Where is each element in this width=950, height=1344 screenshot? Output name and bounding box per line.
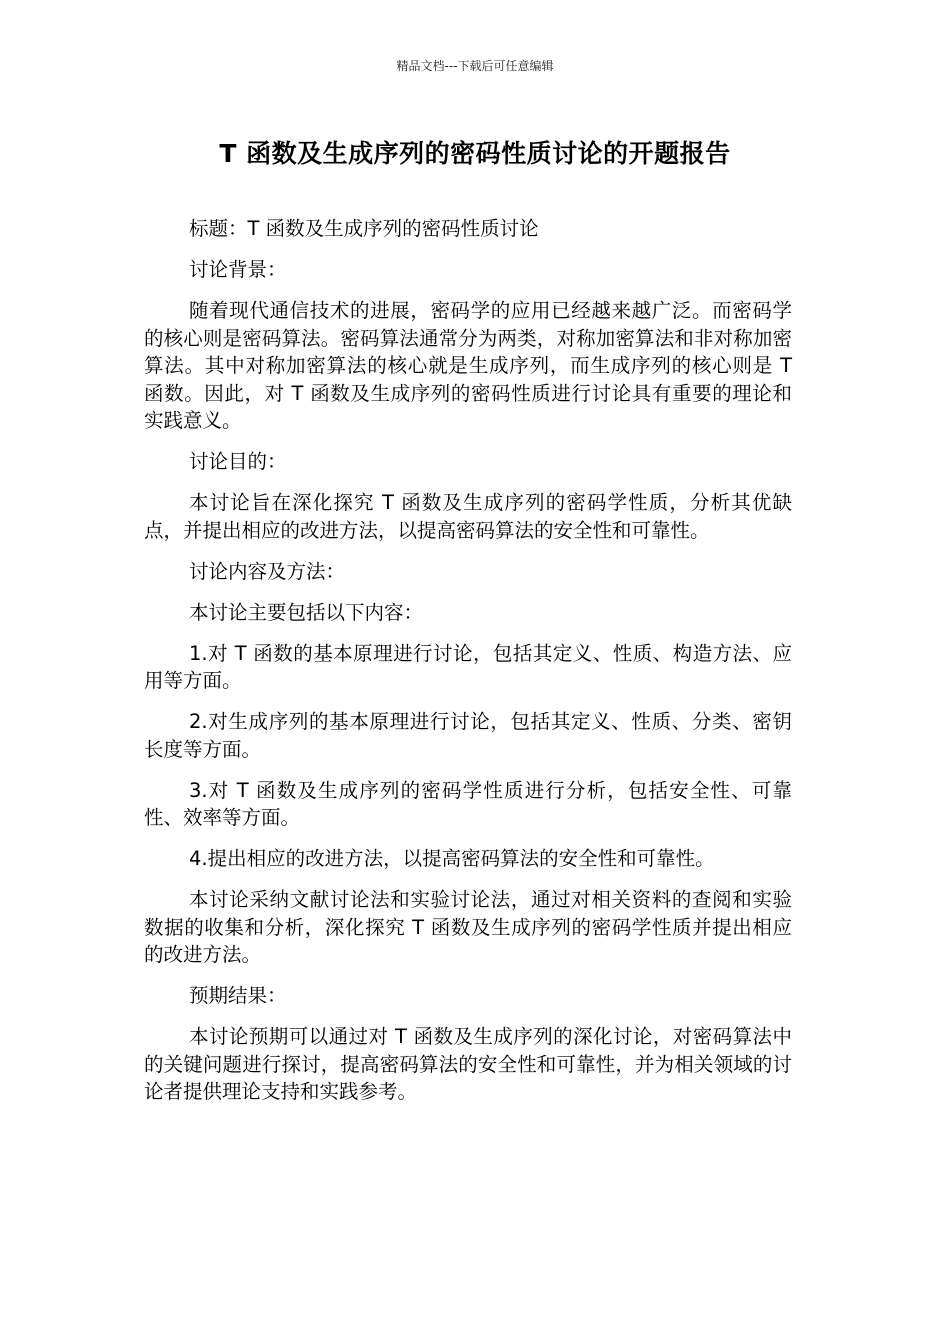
heading-content-methods: 讨论内容及方法： (189, 559, 346, 583)
list-item-3: 3.对 T 函数及生成序列的密码学性质进行分析，包括安全性、可靠性、效率等方面。 (144, 778, 792, 829)
document-title: T 函数及生成序列的密码性质讨论的开题报告 (219, 139, 731, 168)
paragraph-expected-results: 本讨论预期可以通过对 T 函数及生成序列的深化讨论，对密码算法中的关键问题进行探讨，提高密码算法的安全性和可靠性，并为相关领域的讨论者提供理论支持和实践参考。 (144, 1025, 792, 1103)
list-item-4: 4.提出相应的改进方法，以提高密码算法的安全性和可靠性。 (189, 847, 715, 870)
paragraph-background: 随着现代通信技术的进展，密码学的应用已经越来越广泛。而密码学的核心则是密码算法。密码算法通常分为两类，对称加密算法和非对称加密算法。其中对称加密算法的核心就是生成序列，而生成序列的核心则是 T 函数。因此，对 T 函数及生成序列的密码性质进行讨论具有重要的理论和实践意义。 (144, 299, 792, 432)
document-body (144, 215, 792, 1119)
heading-purpose: 讨论目的： (189, 450, 287, 473)
paragraph-methods: 本讨论采纳文献讨论法和实验讨论法，通过对相关资料的查阅和实验数据的收集和分析，深化探究 T 函数及生成序列的密码学性质并提出相应的改进方法。 (144, 888, 792, 966)
paragraph-topic: 标题：T 函数及生成序列的密码性质讨论 (189, 217, 539, 240)
list-item-2: 2.对生成序列的基本原理进行讨论，包括其定义、性质、分类、密钥长度等方面。 (144, 710, 792, 761)
paragraph-content-intro: 本讨论主要包括以下内容： (189, 600, 424, 624)
paragraph-purpose: 本讨论旨在深化探究 T 函数及生成序列的密码学性质，分析其优缺点，并提出相应的改进方法，以提高密码算法的安全性和可靠性。 (144, 491, 792, 542)
heading-background: 讨论背景： (189, 258, 287, 281)
list-item-1: 1.对 T 函数的基本原理进行讨论，包括其定义、性质、构造方法、应用等方面。 (144, 641, 792, 692)
page-header: 精品文档---下载后可任意编辑 (396, 59, 554, 73)
heading-expected-results: 预期结果： (189, 984, 287, 1007)
